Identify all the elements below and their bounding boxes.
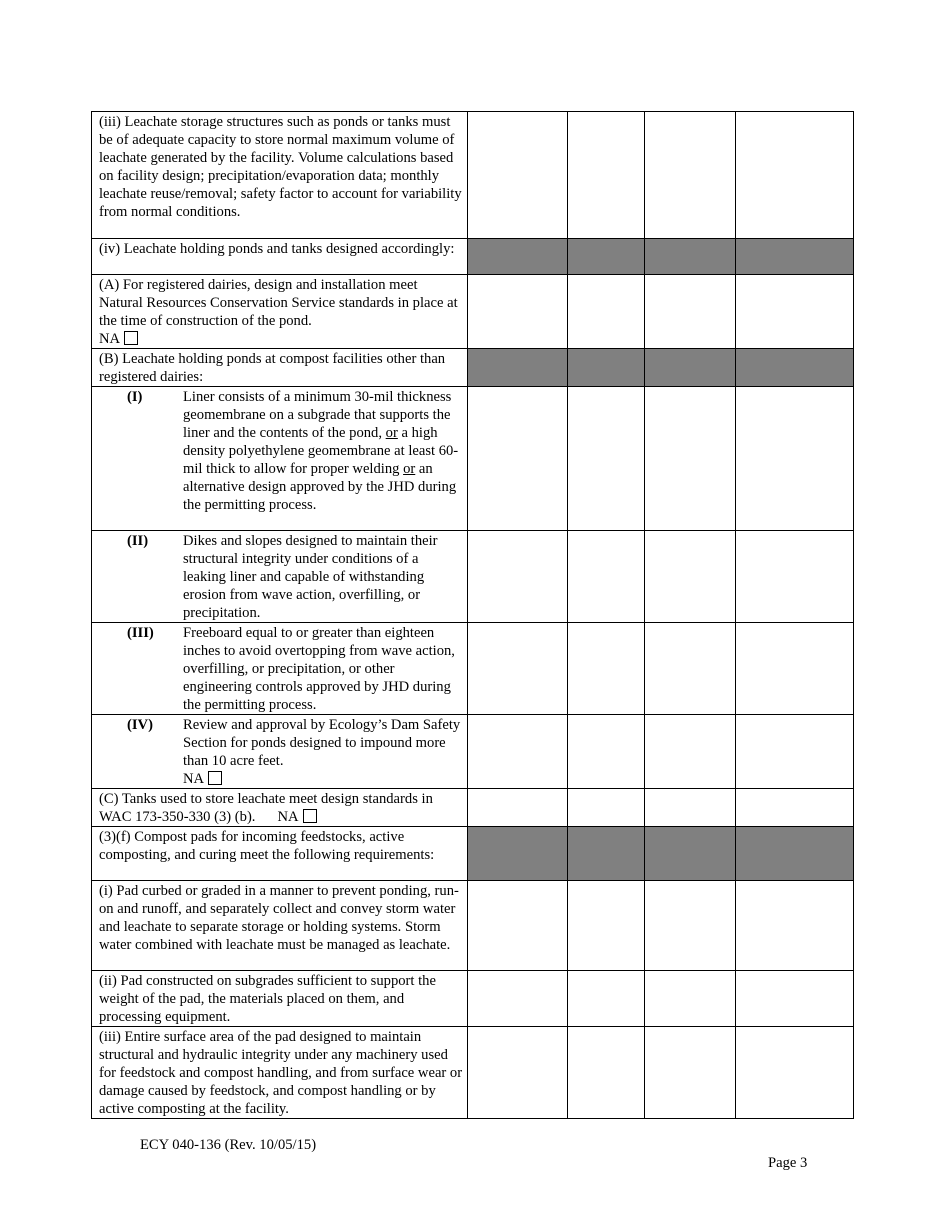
response-cell[interactable]	[736, 971, 854, 1027]
response-cell[interactable]	[736, 112, 854, 239]
response-cell[interactable]	[468, 112, 568, 239]
item-text: Dikes and slopes designed to maintain their structural integrity under conditions of a leaking liner and capable of withstanding erosion from wave action, overfilling, or precipitation.	[183, 533, 438, 621]
requirement-cell: (i) Pad curbed or graded in a manner to prevent ponding, run-on and runoff, and separately collect and convey storm water and leachate to separate storage or holding systems. Storm water combined with leachate must be managed as leachate.	[92, 881, 468, 971]
requirement-cell: (A) For registered dairies, design and installation meet Natural Resources Conservation Service standards in place at the time of construction of the pond. NA	[92, 275, 468, 349]
shaded-cell	[645, 827, 736, 881]
na-label: NA	[277, 809, 299, 825]
response-cell[interactable]	[568, 623, 645, 715]
response-cell[interactable]	[736, 623, 854, 715]
response-cell[interactable]	[736, 715, 854, 789]
response-cell[interactable]	[568, 112, 645, 239]
response-cell[interactable]	[568, 789, 645, 827]
response-cell[interactable]	[736, 531, 854, 623]
table-row	[92, 239, 854, 275]
na-label: NA	[99, 331, 121, 347]
response-cell[interactable]	[468, 387, 568, 531]
response-cell[interactable]	[568, 881, 645, 971]
shaded-cell	[568, 349, 645, 387]
na-checkbox[interactable]	[208, 771, 222, 785]
table-row	[92, 112, 854, 239]
requirement-cell: (ii) Pad constructed on subgrades sufficient to support the weight of the pad, the materials placed on them, and processing equipment.	[92, 971, 468, 1027]
item-number: (I)	[127, 389, 143, 405]
checklist-table	[91, 111, 854, 1119]
response-cell[interactable]	[645, 387, 736, 531]
response-cell[interactable]	[568, 531, 645, 623]
response-cell[interactable]	[568, 1027, 645, 1119]
response-cell[interactable]	[468, 531, 568, 623]
response-cell[interactable]	[736, 1027, 854, 1119]
na-checkbox[interactable]	[303, 809, 317, 823]
requirement-cell: (iv) Leachate holding ponds and tanks designed accordingly:	[92, 239, 468, 275]
requirement-cell: (iii) Leachate storage structures such as ponds or tanks must be of adequate capacity to store normal maximum volume of leachate generated by the facility. Volume calculations based on facility design; precipitation/evaporation data; monthly leachate reuse/removal; safety factor to account for variability from normal conditions.	[92, 112, 468, 239]
response-cell[interactable]	[736, 789, 854, 827]
response-cell[interactable]	[736, 275, 854, 349]
shaded-cell	[736, 827, 854, 881]
item-text: Freeboard equal to or greater than eighteen inches to avoid overtopping from wave action, overfilling, or precipitation, or other engineering controls approved by JHD during the permitting process.	[183, 625, 455, 713]
shaded-cell	[468, 239, 568, 275]
response-cell[interactable]	[736, 387, 854, 531]
na-label: NA	[183, 771, 205, 787]
item-number: (III)	[127, 625, 154, 641]
item-text: Review and approval by Ecology’s Dam Safety Section for ponds designed to impound more than 10 acre feet. NA	[183, 717, 461, 787]
item-number: (IV)	[127, 717, 153, 733]
table-row	[92, 789, 854, 827]
shaded-cell	[468, 827, 568, 881]
table-row	[92, 531, 854, 623]
response-cell[interactable]	[645, 715, 736, 789]
table-row	[92, 349, 854, 387]
form-number: ECY 040-136 (Rev. 10/05/15)	[140, 1137, 317, 1153]
response-cell[interactable]	[468, 881, 568, 971]
response-cell[interactable]	[468, 275, 568, 349]
shaded-cell	[645, 349, 736, 387]
response-cell[interactable]	[468, 971, 568, 1027]
item-text: Liner consists of a minimum 30-mil thickness geomembrane on a subgrade that supports the liner and the contents of the pond, or a high density polyethylene geomembrane at least 60-mil thick to allow for proper welding or an alternative design approved by the JHD during the permitting process.	[183, 389, 459, 513]
shaded-cell	[468, 349, 568, 387]
page-number: Page 3	[768, 1155, 808, 1171]
response-cell[interactable]	[645, 971, 736, 1027]
requirement-cell	[92, 387, 468, 531]
table-row	[92, 623, 854, 715]
response-cell[interactable]	[568, 971, 645, 1027]
na-checkbox[interactable]	[124, 331, 138, 345]
table-row	[92, 715, 854, 789]
response-cell[interactable]	[645, 623, 736, 715]
requirement-cell: (3)(f) Compost pads for incoming feedstocks, active composting, and curing meet the following requirements:	[92, 827, 468, 881]
response-cell[interactable]	[468, 715, 568, 789]
response-cell[interactable]	[645, 531, 736, 623]
requirement-cell: (B) Leachate holding ponds at compost facilities other than registered dairies:	[92, 349, 468, 387]
shaded-cell	[645, 239, 736, 275]
response-cell[interactable]	[645, 275, 736, 349]
table-row	[92, 827, 854, 881]
response-cell[interactable]	[568, 275, 645, 349]
requirement-cell	[92, 623, 468, 715]
shaded-cell	[736, 239, 854, 275]
table-row	[92, 1027, 854, 1119]
response-cell[interactable]	[468, 1027, 568, 1119]
shaded-cell	[736, 349, 854, 387]
response-cell[interactable]	[645, 112, 736, 239]
response-cell[interactable]	[468, 623, 568, 715]
item-number: (II)	[127, 533, 149, 549]
table-row	[92, 387, 854, 531]
requirement-cell: (C) Tanks used to store leachate meet design standards in WAC 173-350-330 (3) (b). NA	[92, 789, 468, 827]
table-row	[92, 275, 854, 349]
shaded-cell	[568, 239, 645, 275]
response-cell[interactable]	[645, 1027, 736, 1119]
requirement-cell: (iii) Entire surface area of the pad designed to maintain structural and hydraulic integrity under any machinery used for feedstock and compost handling, and from surface wear or damage caused by feedstock, and compost handling or by active composting at the facility.	[92, 1027, 468, 1119]
response-cell[interactable]	[568, 715, 645, 789]
response-cell[interactable]	[645, 881, 736, 971]
response-cell[interactable]	[736, 881, 854, 971]
response-cell[interactable]	[568, 387, 645, 531]
response-cell[interactable]	[468, 789, 568, 827]
requirement-cell	[92, 715, 468, 789]
table-row	[92, 971, 854, 1027]
requirement-cell	[92, 531, 468, 623]
response-cell[interactable]	[645, 789, 736, 827]
shaded-cell	[568, 827, 645, 881]
table-row	[92, 881, 854, 971]
